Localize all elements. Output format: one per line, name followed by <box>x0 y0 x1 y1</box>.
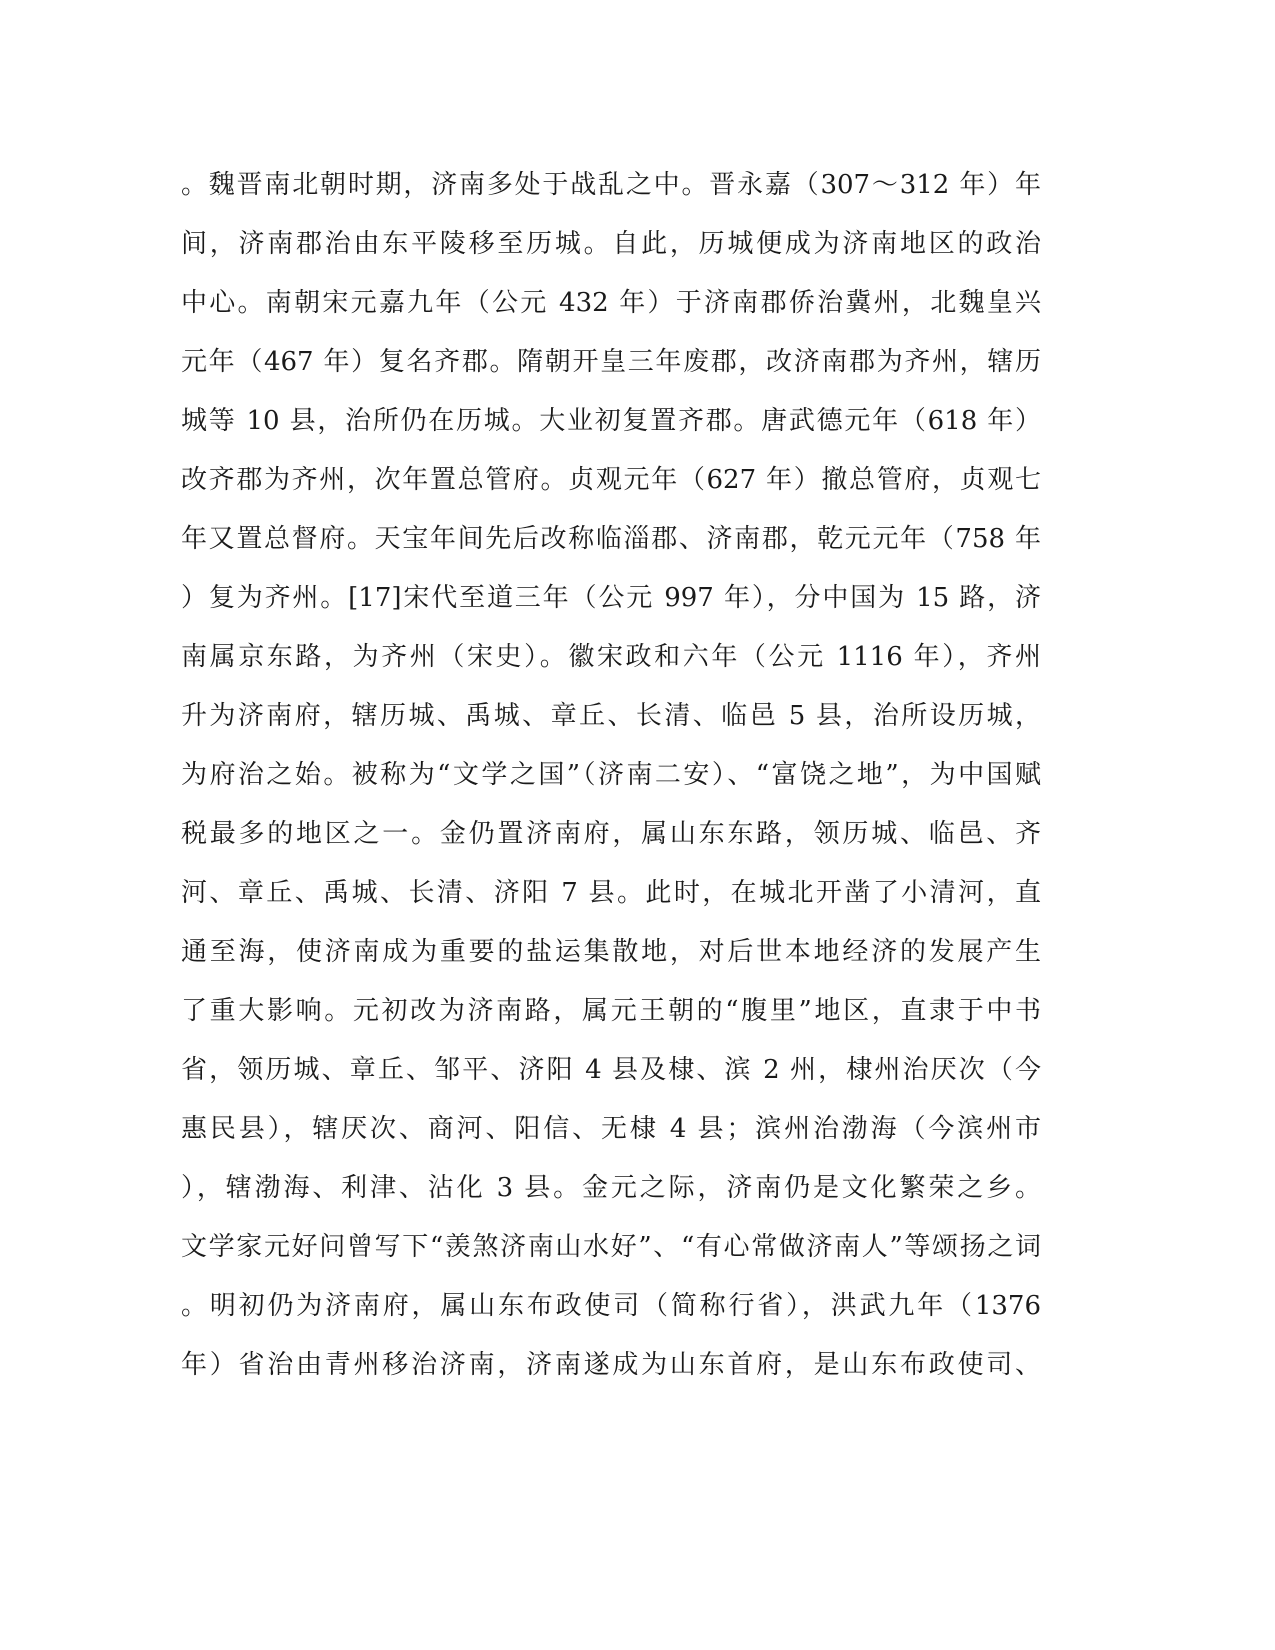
text-line: 。魏晋南北朝时期，济南多处于战乱之中。晋永嘉（307～312 年）年 <box>181 170 1041 200</box>
text-line: 河、章丘、禹城、长清、济阳 7 县。此时，在城北开凿了小清河，直 <box>181 878 1041 908</box>
text-line: 南属京东路，为齐州（宋史）。徽宋政和六年（公元 1116 年），齐州 <box>181 642 1041 672</box>
text-line: 税最多的地区之一。金仍置济南府，属山东东路，领历城、临邑、齐 <box>181 819 1041 849</box>
text-line: ）复为齐州。[17]宋代至道三年（公元 997 年），分中国为 15 路，济 <box>181 583 1041 613</box>
text-line: 城等 10 县，治所仍在历城。大业初复置齐郡。唐武德元年（618 年） <box>181 406 1041 436</box>
text-line: 间，济南郡治由东平陵移至历城。自此，历城便成为济南地区的政治 <box>181 229 1041 259</box>
text-line: 通至海，使济南成为重要的盐运集散地，对后世本地经济的发展产生 <box>181 937 1041 967</box>
text-line: ），辖渤海、利津、沾化 3 县。金元之际，济南仍是文化繁荣之乡。 <box>181 1173 1041 1203</box>
text-line: 文学家元好问曾写下“羡煞济南山水好”、“有心常做济南人”等颂扬之词 <box>181 1232 1041 1262</box>
text-line: 为府治之始。被称为“文学之国”（济南二安）、“富饶之地”，为中国赋 <box>181 760 1041 790</box>
text-line: 惠民县），辖厌次、商河、阳信、无棣 4 县；滨州治渤海（今滨州市 <box>181 1114 1041 1144</box>
text-line: 中心。南朝宋元嘉九年（公元 432 年）于济南郡侨治冀州，北魏皇兴 <box>181 288 1041 318</box>
text-line: 省，领历城、章丘、邹平、济阳 4 县及棣、滨 2 州，棣州治厌次（今 <box>181 1055 1041 1085</box>
text-line: 。明初仍为济南府，属山东布政使司（简称行省），洪武九年（1376 <box>181 1291 1041 1321</box>
text-line: 升为济南府，辖历城、禹城、章丘、长清、临邑 5 县，治所设历城， <box>181 701 1041 731</box>
body-text <box>181 156 1041 1395</box>
text-line: 年）省治由青州移治济南，济南遂成为山东首府，是山东布政使司、 <box>181 1350 1041 1380</box>
text-line: 年又置总督府。天宝年间先后改称临淄郡、济南郡，乾元元年（758 年 <box>181 524 1041 554</box>
text-line: 元年（467 年）复名齐郡。隋朝开皇三年废郡，改济南郡为齐州，辖历 <box>181 347 1041 377</box>
text-line: 了重大影响。元初改为济南路，属元王朝的“腹里”地区，直隶于中书 <box>181 996 1041 1026</box>
text-line: 改齐郡为齐州，次年置总管府。贞观元年（627 年）撤总管府，贞观七 <box>181 465 1041 495</box>
